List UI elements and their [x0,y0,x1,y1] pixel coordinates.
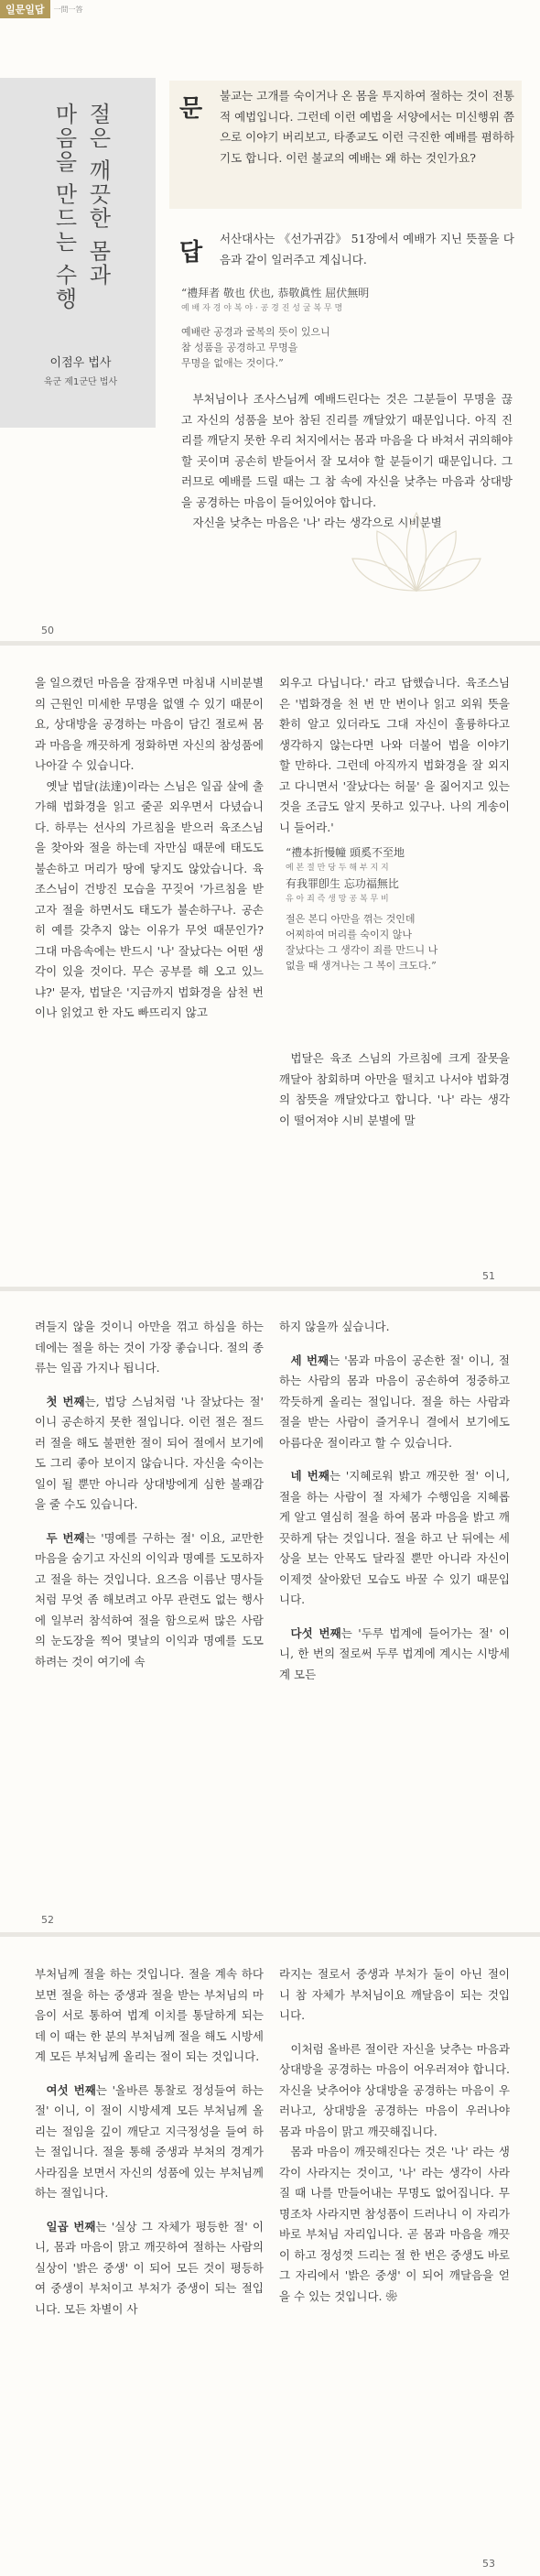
question-mark: 문 [179,95,203,123]
item-lead-6: 여섯 번째 [46,2082,96,2097]
quote-kor-1: 예배란 공경과 굴복의 뜻이 있으니 [181,326,330,338]
verse-hanja-1: “禮本折慢幢 頭奚不至地 [286,846,405,859]
article-title-line-2: 마음을 만드는 수행 [51,103,77,311]
author-block [16,353,145,387]
verse-block [286,845,505,973]
body-text-1: 부처님이나 조사스님께 예배드린다는 것은 그분들이 무명을 끊고 자신의 성품을 보아 참된 진리를 깨달았기 때문입니다. 아직 진리를 깨닫지 못한 우리 처지에서는 몸과 마음을 다 바쳐서 귀의해야 할 곳이며 공손히 받들어서 잘 모셔야 할 분들이기 때문입니다. 그러므로 예배를 드릴 때는 그 참 속에 자신을 낮추는 마음과 상대방을 공경하는 마음이 들어있어야 합니다. 자신을 낮추는 마음은 '나' 라는 생각으로 시비분별 [181,392,513,529]
item-lead-5: 다섯 번째 [290,1625,341,1640]
quote-reading: 예 배 자 경 야 복 야 · 공 경 진 성 굴 복 무 명 [181,304,343,313]
right-column: 하지 않을까 싶습니다. 세 번째는 '몸과 마음이 공손한 절' 이니, 절하는 사람의 몸과 마음이 공손하여 정중하고 깍듯하게 올리는 절입니다. 절을 하는 사람과 절을 받는 사람이 즐거우니 결에서 보기에도 아름다운 절이라고 할 수 있습니다. 네 번째는 '지혜로워 밝고 깨끗한 절' 이니, 절을 하는 사람이 절 자체가 수행임을 지혜롭게 알고 열심히 절을 하여 몸과 마음을 밝고 깨끗하게 닦는 것입니다. 절을 하고 난 뒤에는 세상을 보는 안목도 달라질 뿐만 아니라 자신이 이제껏 살아왔던 모습도 바꿀 수 있기 때문입니다. 다섯 번째는 '두루 법계에 들어가는 절' 이니, 한 번의 절로써 두루 법계에 계시는 시방세계 모든 [279,1320,511,1681]
left-column: 부처님께 절을 하는 것입니다. 절을 계속 하다보면 절을 하는 중생과 절을 받는 부처님의 마음이 서로 통하여 법계 이치를 통달하게 되는데 이 때는 한 분의 부처님께 절을 해도 시방세계 모든 부처님께 올리는 절이 되는 것입니다. 여섯 번째는 '올바른 통찰로 정성들여 하는 절' 이니, 이 절이 시방세계 모든 부처님께 올리는 절임을 깊이 깨닫고 지극정성을 들여 하는 절입니다. 절을 통해 중생과 부처의 경계가 사라짐을 보면서 자신의 성품에 있는 부처님께 하는 절입니다. 일곱 번째는 '실상 그 자체가 평등한 절' 이니, 몸과 마음이 맑고 깨끗하여 절하는 사람의 실상이 '밝은 중생' 이 되어 모든 것이 평등하여 중생이 부처이고 부처가 중생이 되는 절입니다. 모든 차별이 사 [35,1967,264,2316]
question-text: 불교는 고개를 숙이거나 온 몸을 투지하여 절하는 것이 전통적 예법입니다. 그런데 이런 예법을 서양에서는 미신행위 쯤으로 이야기 버리보고, 타종교도 이런 극진한 예배를 폄하하기도 합니다. 이런 불교의 예배는 왜 하는 것인가요? [220,89,514,165]
item-lead-2: 두 번째 [46,1530,85,1545]
page-53 [0,1937,540,2576]
left-column: 려들지 않을 것이니 아만을 꺾고 하심을 하는 데에는 절을 하는 것이 가장 좋습니다. 절의 종류는 일곱 가지나 됩니다. 첫 번째는, 법당 스님처럼 '나 잘났다는 절' 이니 공손하지 못한 절입니다. 이런 절은 절드러 절을 해도 불편한 절이 되어 절에서 보기에도 그리 좋아 보이지 않습니다. 자신을 숙이는 일이 될 뿐만 아니라 상대방에게 심한 불쾌감을 줄 수도 있습니다. 두 번째는 '명예를 구하는 절' 이요, 교만한 마음을 숨기고 자신의 이익과 명예를 도모하자고 절을 하는 것입니다. 요즈음 이름난 명사들처럼 무엇 좀 해보려고 아무 관련도 없는 행사에 일부러 참석하여 절을 함으로써 많은 사람의 눈도장을 찍어 몇날의 이익과 명예를 도모하려는 것이 여기에 속 [35,1320,264,1668]
author-name: 이점우 법사 [49,356,112,370]
quote-hanja: “禮拜者 敬也 伏也, 恭敬眞性 屈伏無明 [181,287,370,299]
right-column-continued: 법달은 육조 스님의 가르침에 크게 잘못을 깨달아 참회하며 아만을 떨치고 나서야 법화경의 참뜻을 깨달았다고 합니다. '나' 라는 생각이 떨어져야 시비 분별에 말 [279,1051,510,1127]
verse-kor-1: 절은 본디 아만을 꺾는 것인데 [286,913,416,925]
author-affiliation: 육군 제1군단 법사 [43,377,118,387]
page-number: 53 [482,2558,495,2570]
verse-kor-4: 없을 때 생겨나는 그 복이 크도다.” [286,960,437,972]
page-50 [0,0,540,641]
quote-kor-3: 무명을 없애는 것이다.” [181,357,284,369]
section-sublabel: 一問一答 [53,5,83,14]
verse-reading-1: 예 본 절 만 당 두 해 부 지 지 [286,864,389,873]
quote-kor-2: 참 성품을 공경하고 무명을 [181,342,298,353]
answer-mark: 답 [179,239,203,266]
page-52 [0,1291,540,1932]
page-number: 52 [41,1914,54,1926]
item-lead-1: 첫 번째 [46,1394,85,1408]
article-title-line-1: 절은 깨끗한 몸과 [85,103,111,288]
answer-intro: 서산대사는 《선가귀감》 51장에서 예배가 지닌 뜻풀을 다음과 같이 일러주고 계십니다. [220,232,514,266]
right-column: 외우고 다닙니다.' 라고 답했습니다. 육조스님은 '법화경을 천 번 만 번이나 읽고 외워 뜻을 환히 알고 있더라도 그대 자신이 훌륭하다고 생각하지 않는다면 나와 더불어 법을 이야기 할 만하다. 그런데 아직까지 법화경을 잘 외지고 다니면서 '잘났다는 허물' 을 짊어지고 있는 것을 조금도 알지 못하고 있구나. 나의 게송이니 들어라.' [279,676,510,834]
page-number: 51 [482,1270,495,1282]
page-51 [0,646,540,1287]
verse-reading-2: 유 아 죄 즉 생 망 공 복 무 비 [286,895,389,904]
verse-kor-2: 어찌하여 머리를 숙이지 않나 [286,929,413,940]
item-lead-3: 세 번째 [290,1353,329,1367]
verse-hanja-2: 有我罪卽生 忘功福無比 [286,877,399,890]
quote-block [181,286,483,371]
right-column: 라지는 절로서 중생과 부처가 둘이 아닌 절이니 참 자체가 부처님이요 깨달음이 되는 것입니다. 이처럼 올바른 절이란 자신을 낮추는 마음과 상대방을 공경하는 마음이 어우러져야 합니다. 자신을 낮추어야 상대방을 공경하는 마음이 우러나고, 상대방을 공경하는 마음이 우러나야 몸과 마음이 맑고 깨끗해집니다. 몸과 마음이 깨끗해진다는 것은 '나' 라는 생각이 사라지는 것이고, '나' 라는 생각이 사라질 때 나를 만들어내는 무명도 없어집니다. 무명조차 사라지면 참성품이 드러나니 이 자리가 바로 부처님 자리입니다. 곧 몸과 마음을 깨끗이 하고 정성껏 드리는 절 한 번은 중생도 바로 그 자리에서 '밝은 중생' 이 되어 깨달음을 얻을 수 있는 것입니다. ❀ [279,1967,510,2303]
page-number: 50 [41,625,54,636]
item-lead-7: 일곱 번째 [46,2219,96,2234]
lotus-icon [348,499,485,600]
section-header [0,0,128,18]
item-lead-4: 네 번째 [290,1469,329,1483]
section-label: 일문일답 [0,0,50,18]
left-column: 을 일으켰던 마음을 잠재우면 마침내 시비분별의 근원인 미세한 무명을 없앨 수 있기 때문이요, 상대방을 공경하는 마음이 담긴 절로써 몸과 마음을 깨끗하게 정화하면 자신의 참성품에 나아갈 수 있습니다. 옛날 법달(法達)이라는 스님은 일곱 살에 출가해 법화경을 읽고 줄곧 외우면서 다녔습니다. 하루는 선사의 가르침을 받으러 육조스님을 찾아와 절을 하는데 자만심 때문에 태도도 불손하고 머리가 땅에 닿지도 않았습니다. 육조스님이 건방진 모습을 꾸짖어 '가르침을 받고자 절을 하면서도 태도가 불손하구나. 공손히 예를 갖추지 않는 이유가 무엇 때문인가? 그대 마음속에는 반드시 '나' 잘났다는 어떤 생각이 있을 것이다. 무슨 공부를 해 오고 있느냐?' 묻자, 법달은 '지금까지 법화경을 삼천 번이나 읽었고 한 자도 빠뜨리지 않고 [35,676,264,1019]
verse-kor-3: 잘났다는 그 생각이 죄를 만드니 나 [286,944,438,956]
